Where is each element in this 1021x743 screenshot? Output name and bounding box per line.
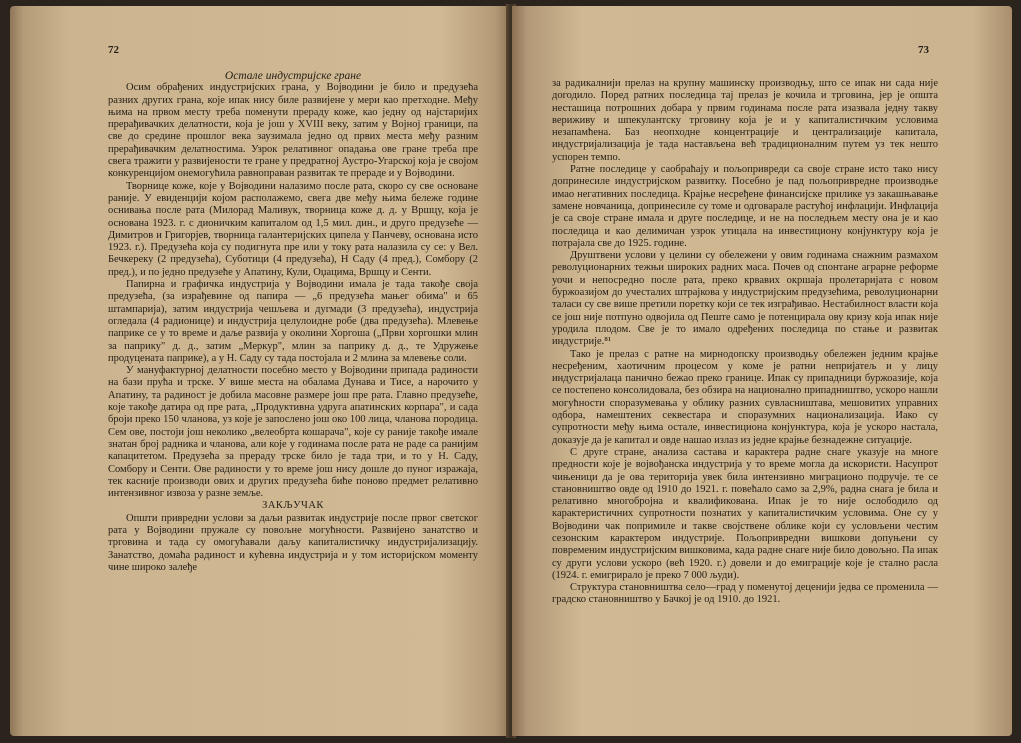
paragraph: за радикалнији прелаз на крупну машинску производњу, што се ипак ни сада није догодило. Поред ратних последица тај прелаз је кочила и трговина, јер је општа несташица потрошних добара у првим годинама после рата изазвала једну такву вериживу и шпекулантску трговину која је и у капиталистичким условима незапамћена. Баз неопходне концентрације и централизације капитала, индустријализација је тада настављена већ традиционалним путем уз тек нешто успорен темпо. (552, 78, 938, 163)
page-number-right: 73 (918, 44, 929, 56)
paragraph: Ратне последице у саобраћају и пољопривреди са своје стране исто тако нису допринесиле индустријском развитку. Посебно је пад пољопривредне производње имао негативних последица. Крајње несређене финансијске прилике уз закашњавање замене новчаница, допринесиле су томе и одговарале растућој инфлацији. Инфлација је са своје стране имала и друге последице, и не на последњем месту она је и као последица и као делимичан узрок утицала на инвестициону конјунктуру која је потрајала све до 1925. године. (552, 164, 938, 249)
paragraph: Општи привредни услови за даљи развитак индустрије после првог светског рата у Војводини пружале су повољне могућности. Развијено занатство и трговина и тада су омогућавали даљу капиталистичку индустријализацију. Занатство, домаћа радиност и кућевна индустрија и у том историјском моменту чине широко залеђе (108, 512, 478, 573)
conclusion-heading: ЗАКЉУЧАК (262, 500, 324, 512)
left-page (10, 6, 510, 736)
paragraph: Папирна и графичка индустрија у Војводини имала је тада такође своја предузећа, (за израђевине од папира — „6 предузећа мањег обима" и 65 штампарија), затим индустрија чешљева и дугмади (3 предузећа), индустрија огледала (4 радионице) и индустрија целулоидне робе (два предузећа). Млевење паприке се у то време и даље развија у околини Хоргоша („Први хоргошки млин за паприку" д. д., затим „Меркур", млин за паприку д. д., те Удружење продуцената паприке), а у Н. Саду су тада постојала и 2 млина за млевење соли. (108, 279, 478, 364)
paragraph: Осим обрађених индустријских грана, у Војводини је било и предузећа разних других грана, које ипак нису биле развијене у мери као претходне. Међу њима на првом месту треба поменути прераду коже, као једну од најстаријих прерађивачких делатности, која је још у XVIII веку, затим у Војној граници, па све до средине прошлог века заузимала једно од првих места међу разним прерађивачким делатностима. Узрок релативног опадања ове гране треба пре свега тражити у развијености те гране у предратној Аустро-Угарској која је својом конкуренцијом онемогућила равноправан развитак те прераде и у Војводини. (108, 82, 478, 180)
paragraph: Друштвени услови у целини су обележени у овим годинама снажним размахом револуционарних тежњи широких радних маса. Почев од спонтане аграрне реформе уочи и непосредно после рата, преко крвавих окршаја пролетаријата с новом буржоазијом до учесталих штрајкова у индустријским предузећима, револуционарни таласи су све више претили поретку који се тек изграђивао. Нестабилност власти која се још није потпуно одвојила од Пеште само је потенцирала ову кризу која ипак није уродила плодом. Све је то имало одређених последица по стање и развитак индустрије.⁸¹ (552, 250, 938, 348)
paragraph: У мануфактурној делатности посебно место у Војводини припада радиности на бази прућа и трске. У више места на обалама Дунава и Тисе, а нарочито у Апатину, та радиност је добила масовне размере још пре рата. Главно предузеће, које такође датира од пре рата, „Продуктивна удруга апатинских корпара", и сада броји преко 150 чланова, уз које је запослено још око 100 лица, чланова породица. Сем ове, постоји још неколико „велеобрта кошарача", које су раније такође имале знатан број радника и чланова, али које у годинама после рата не раде са ранијим капацитетом. Предузећа за прераду трске било је тада три, и то у Н. Саду, Сомбору и Сенти. Ове радиности у то време још нису дошле до пуног изражаја, тек касније производи ових и других предузећа биће поново предмет релативно интензивног извоза у разне земље. (108, 365, 478, 500)
right-page-text (552, 78, 938, 607)
section-heading: Остале индустријске гране (224, 70, 362, 82)
paragraph: С друге стране, анализа састава и карактера радне снаге указује на многе предности које је војвођанска индустрија у то време могла да искористи. Насупрот чињеници да је ова територија увек била интензивно миграционо подручје. те се становништво овде од 1910 до 1921. г. повећало само за 2,9%, радна снага је била и релативно многобројна и квалификована. Ипак је то није ослободило од карактеристичних супротности познатих у капиталистичким условима. Оне су у Војводини чак попримиле и такве својствене облике који су условљени честим сезонским карактером индустрије. Пољопривредни вишкови допуњени су повременим индустријским вишковима, када радне снаге није било довољно. Па ипак су други услови ускоро (већ 1920. г.) довели и до емиграције које је стално расла (1924. г. емигрирало је преко 7 000 људи). (552, 446, 938, 581)
paragraph: Структура становништва село—град у поменутој деценији једва се променила — градско становништво у Бачкој је од 1910. до 1921. (552, 582, 938, 606)
page-number-left: 72 (108, 44, 119, 56)
right-page (512, 6, 1012, 736)
paragraph: Тако је прелаз с ратне на мирнодопску производњу обележен једним крајње несређеним, хаотичним процесом у коме је ратни непријатељ и у лицу индустријалаца панично бежао преко границе. Ипак су припадници буржоазије, која се постепено консолидовала, без обзира на национално припадништво, ускоро нашли могућности споразумевања у облику разних сувласништава, мешовитих управних одбора, намештених секвестара и споразумних национализација. Иако су супротности међу њима остале, инвестициона конјунктура, која је ускоро настала, доказује да је капитал и овде нашао излаз из једне крајње безнадежне ситуације. (552, 348, 938, 446)
left-page-text (108, 70, 478, 574)
paragraph: Творнице коже, које у Војводини налазимо после рата, скоро су све основане раније. У евиденцији којом располажемо, свега две међу њима бележе године оснивања после рата (Милорад Маливук, творница коже д. д. у Вршцу, која је основана 1923. г. с дионичким капиталом од 1,5 мил. дин., и друго предузеће — Димитров и Григорјев, творница галантеријских ципела у Панчеву, основана исто 1923. г.). Предузећа која су подигнута пре или у току рата налазила су се: у Вел. Бечкереку (2 предузећа), Суботици (4 предузећа), Н Саду (4 пред.), Сомбору (2 пред.), и по једно предузеће у Апатину, Кули, Оџацима, Вршцу и Сенти. (108, 180, 478, 278)
